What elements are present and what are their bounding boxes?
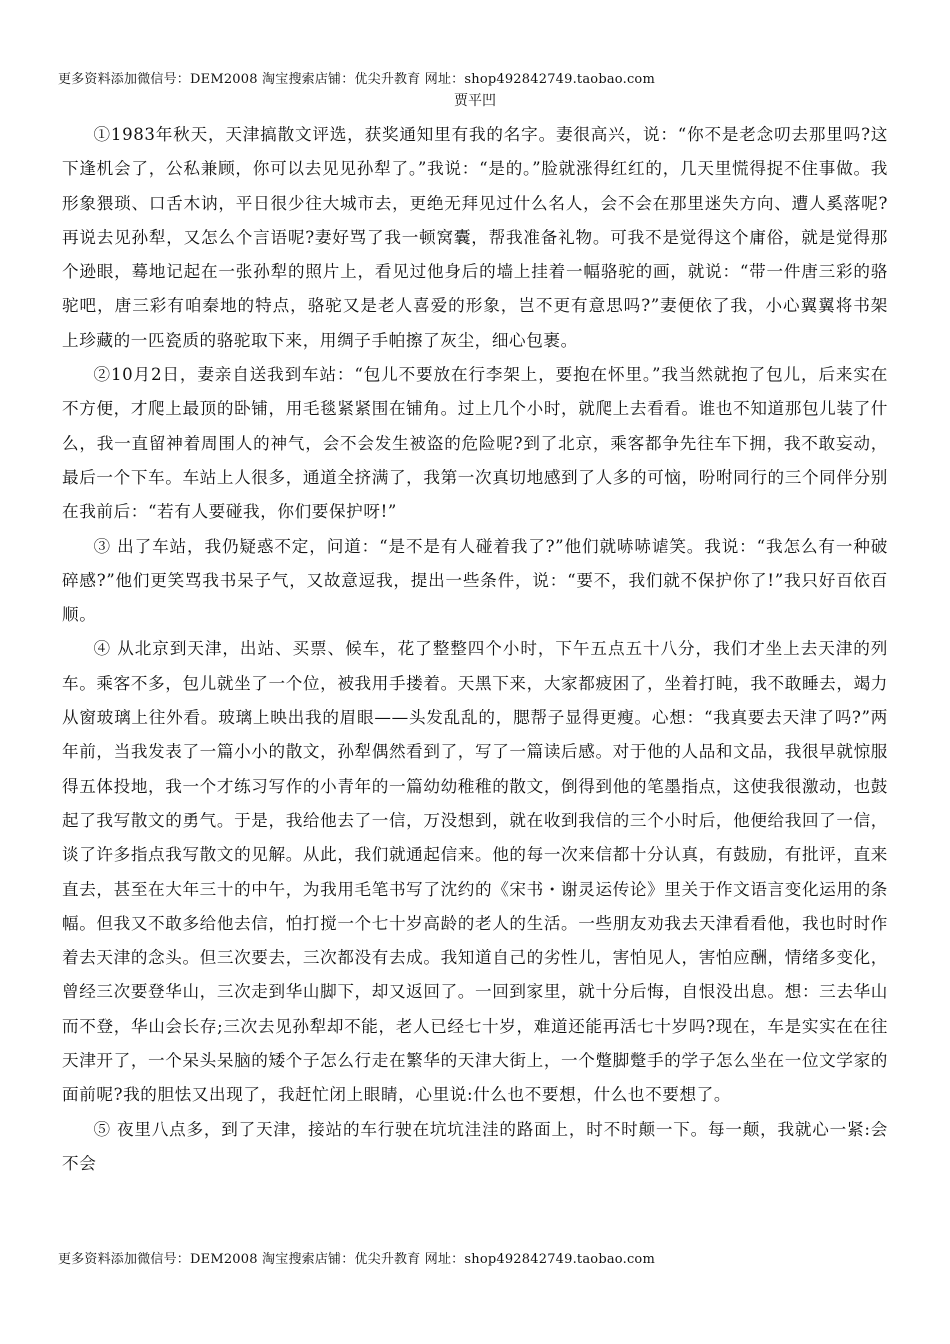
paragraph-4: ④ 从北京到天津，出站、买票、候车，花了整整四个小时，下午五点五十八分，我们才坐上去天津的列车。乘客不多，包儿就坐了一个位，被我用手搂着。天黑下来，大家都疲困了，坐着打盹，我不敢睡去，竭力从窗玻璃上往外看。玻璃上映出我的眉眼——头发乱乱的，腮帮子显得更瘦。心想：“我真要去天津了吗?”两年前，当我发表了一篇小小的散文，孙犁偶然看到了，写了一篇读后感。对于他的人品和文品，我很早就惊服得五体投地，我一个才练习写作的小青年的一篇幼幼稚稚的散文，倒得到他的笔墨指点，这使我很激动，也鼓起了我写散文的勇气。于是，我给他去了一信，万没想到，就在收到我信的三个小时后，他便给我回了一信，谈了许多指点我写散文的见解。从此，我们就通起信来。他的每一次来信都十分认真，有鼓励，有批评，直来直去，甚至在大年三十的中午，为我用毛笔书写了沈约的《宋书・谢灵运传论》里关于作文语言变化运用的条幅。但我又不敢多给他去信，怕打搅一个七十岁高龄的老人的生活。一些朋友劝我去天津看看他，我也时时作着去天津的念头。但三次要去，三次都没有去成。我知道自己的劣性儿，害怕见人，害怕应酬，情绪多变化，曾经三次要登华山，三次走到华山脚下，却又返回了。一回到家里，就十分后悔，自恨没出息。想：三去华山而不登，华山会长存;三次去见孙犁却不能，老人已经七十岁，难道还能再活七十岁吗?现在，车是实实在在往天津开了，一个呆头呆脑的矮个子怎么行走在繁华的天津大街上，一个蹩脚蹩手的学子怎么坐在一位文学家的面前呢?我的胆怯又出现了，我赶忙闭上眼睛，心里说:什么也不要想，什么也不要想了。 <box>62 639 888 1105</box>
page-header: 更多资料添加微信号：DEM2008 淘宝搜索店铺：优尖升教育 网址：shop492842749.taobao.com <box>58 72 655 87</box>
paragraph-5: ⑤ 夜里八点多，到了天津，接站的车行驶在坑坑洼洼的路面上，时不时颠一下。每一颠，我就心一紧:会不会 <box>62 1119 888 1173</box>
paragraph-2: ②10月2日，妻亲自送我到车站：“包儿不要放在行李架上，要抱在怀里。”我当然就抱了包儿，后来实在不方便，才爬上最顶的卧铺，用毛毯紧紧围在铺角。过上几个小时，就爬上去看看。谁也不知道那包儿装了什么，我一直留神着周围人的神气，会不会发生被盗的危险呢?到了北京，乘客都争先往车下拥，我不敢妄动，最后一个下车。车站上人很多，通道全挤满了，我第一次真切地感到了人多的可恼，吩咐同行的三个同伴分别在我前后：“若有人要碰我，你们要保护呀!” <box>62 365 888 522</box>
paragraph-3: ③ 出了车站，我仍疑惑不定，问道：“是不是有人碰着我了?”他们就哧哧谑笑。我说：“我怎么有一种破碎感?”他们更笑骂我书呆子气，又故意逗我，提出一些条件，说：“要不，我们就不保护你了!”我只好百依百顺。 <box>62 536 888 625</box>
page-footer: 更多资料添加微信号：DEM2008 淘宝搜索店铺：优尖升教育 网址：shop492842749.taobao.com <box>58 1252 655 1267</box>
author-name: 贾平凹 <box>454 93 496 109</box>
essay-body <box>62 118 888 1181</box>
paragraph-1: ①1983年秋天，天津搞散文评选，获奖通知里有我的名字。妻很高兴，说：“你不是老念叨去那里吗?这下逢机会了，公私兼顾，你可以去见见孙犁了。”我说：“是的。”脸就涨得红红的，几天里慌得捉不住事做。我形象猥琐、口舌木讷，平日很少往大城市去，更绝无拜见过什么名人，会不会在那里迷失方向、遭人奚落呢?再说去见孙犁，又怎么个言语呢?妻好骂了我一顿窝囊，帮我准备礼物。可我不是觉得这个庸俗，就是觉得那个逊眼，蓦地记起在一张孙犁的照片上，看见过他身后的墙上挂着一幅骆驼的画，就说：“带一件唐三彩的骆驼吧，唐三彩有咱秦地的特点，骆驼又是老人喜爱的形象，岂不更有意思吗?”妻便依了我，小心翼翼将书架上珍藏的一匹瓷质的骆驼取下来，用绸子手帕擦了灰尘，细心包裹。 <box>62 125 888 350</box>
